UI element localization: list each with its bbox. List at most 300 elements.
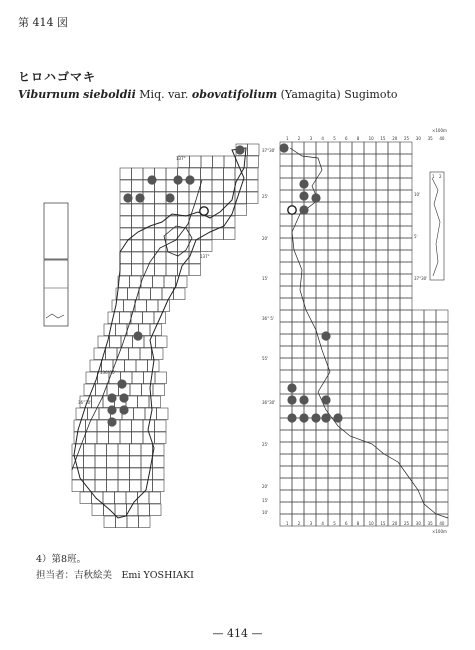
occurrence-dot-filled bbox=[333, 413, 342, 422]
left-grid-cell bbox=[212, 216, 224, 228]
right-grid-cell bbox=[316, 178, 328, 190]
left-grid-cell bbox=[189, 192, 201, 204]
left-grid-cell bbox=[120, 420, 132, 432]
right-grid-cell bbox=[388, 502, 400, 514]
occurrence-dot-filled bbox=[235, 145, 244, 154]
right-grid-cell bbox=[304, 370, 316, 382]
right-grid-cell bbox=[352, 382, 364, 394]
left-grid-cell bbox=[247, 192, 259, 204]
right-grid-cell bbox=[316, 274, 328, 286]
right-grid-cell bbox=[340, 190, 352, 202]
right-grid-cell bbox=[328, 226, 340, 238]
occurrence-dot-open bbox=[288, 206, 296, 214]
right-grid-cell bbox=[376, 454, 388, 466]
right-grid-cell bbox=[340, 346, 352, 358]
left-grid-cell bbox=[92, 492, 104, 504]
right-grid-cell bbox=[280, 334, 292, 346]
left-grid-cell bbox=[120, 228, 132, 240]
left-grid-cell bbox=[118, 468, 130, 480]
right-grid-cell bbox=[424, 406, 436, 418]
right-grid-cell bbox=[376, 430, 388, 442]
right-lat-label: 25' bbox=[262, 194, 269, 199]
right-grid-cell bbox=[304, 478, 316, 490]
left-grid-cell bbox=[143, 204, 155, 216]
left-grid-cell bbox=[201, 168, 213, 180]
right-grid-cell bbox=[352, 334, 364, 346]
right-grid-cell bbox=[364, 490, 376, 502]
right-grid-cell bbox=[352, 142, 364, 154]
right-grid-cell bbox=[364, 226, 376, 238]
right-grid-cell bbox=[388, 250, 400, 262]
left-grid-cell bbox=[143, 312, 155, 324]
left-grid-cell bbox=[166, 264, 178, 276]
right-grid-cell bbox=[352, 442, 364, 454]
right-grid-cell bbox=[400, 298, 412, 310]
right-grid-cell bbox=[364, 430, 376, 442]
right-grid-cell bbox=[436, 334, 448, 346]
left-grid-cell bbox=[132, 252, 144, 264]
left-grid-cell bbox=[120, 312, 132, 324]
bottom-scale-tick: 6 bbox=[345, 521, 348, 526]
right-grid-cell bbox=[328, 454, 340, 466]
right-grid-cell bbox=[280, 250, 292, 262]
right-grid-cell bbox=[316, 142, 328, 154]
right-grid-cell bbox=[292, 346, 304, 358]
left-grid-cell bbox=[127, 516, 139, 528]
left-grid-cell bbox=[143, 240, 155, 252]
inset-scale-tick: 2 bbox=[439, 174, 442, 179]
top-scale-tick: 3 bbox=[309, 136, 313, 141]
left-grid-cell bbox=[115, 492, 127, 504]
right-grid-cell bbox=[400, 250, 412, 262]
right-grid-cell bbox=[388, 262, 400, 274]
occurrence-dot-open bbox=[200, 207, 208, 215]
right-grid-cell bbox=[400, 286, 412, 298]
right-grid-cell bbox=[388, 406, 400, 418]
bottom-scale-tick: 4 bbox=[321, 521, 324, 526]
left-grid-cell bbox=[132, 228, 144, 240]
right-grid-cell bbox=[376, 466, 388, 478]
left-grid-cell bbox=[224, 180, 236, 192]
left-grid-cell bbox=[153, 276, 165, 288]
right-lat-label: 20' bbox=[262, 484, 269, 489]
left-grid-cell bbox=[189, 240, 201, 252]
left-grid-cell bbox=[149, 492, 161, 504]
right-grid-cell bbox=[388, 358, 400, 370]
left-grid-cell bbox=[130, 468, 142, 480]
right-grid-cell bbox=[292, 166, 304, 178]
left-grid-cell bbox=[131, 312, 143, 324]
right-grid-cell bbox=[328, 466, 340, 478]
right-grid-cell bbox=[280, 214, 292, 226]
right-grid-cell bbox=[304, 310, 316, 322]
right-grid-cell bbox=[436, 370, 448, 382]
left-grid-cell bbox=[224, 228, 236, 240]
right-grid-cell bbox=[388, 478, 400, 490]
occurrence-dot-filled bbox=[299, 395, 308, 404]
right-grid-cell bbox=[376, 250, 388, 262]
right-grid-cell bbox=[400, 430, 412, 442]
left-grid-cell bbox=[142, 384, 154, 396]
right-grid-cell bbox=[304, 286, 316, 298]
left-grid-cell bbox=[138, 492, 150, 504]
left-grid-cell bbox=[120, 216, 132, 228]
right-lat-label: 25' bbox=[262, 442, 269, 447]
right-grid-cell bbox=[340, 166, 352, 178]
left-grid-cell bbox=[212, 192, 224, 204]
left-grid-cell bbox=[178, 192, 190, 204]
occurrence-dot-filled bbox=[119, 405, 128, 414]
right-grid-cell bbox=[280, 442, 292, 454]
occurrence-dot-filled bbox=[185, 175, 194, 184]
left-lon-label: 136°30' bbox=[100, 370, 116, 375]
right-grid-cell bbox=[340, 226, 352, 238]
left-grid-cell bbox=[116, 324, 128, 336]
left-grid-cell bbox=[178, 216, 190, 228]
right-grid-cell bbox=[328, 238, 340, 250]
right-grid-cell bbox=[328, 430, 340, 442]
left-grid-cell bbox=[247, 168, 259, 180]
left-grid-cell bbox=[139, 516, 151, 528]
left-grid-cell bbox=[189, 204, 201, 216]
left-grid-cell bbox=[201, 192, 213, 204]
left-grid-cell bbox=[120, 264, 132, 276]
right-grid-cell bbox=[280, 358, 292, 370]
right-grid-cell bbox=[364, 502, 376, 514]
right-grid-cell bbox=[436, 382, 448, 394]
left-grid-cell bbox=[135, 300, 147, 312]
top-scale-tick: 25 bbox=[404, 136, 410, 141]
left-lon-label: 137° bbox=[176, 156, 186, 161]
right-grid-cell bbox=[400, 178, 412, 190]
right-grid-cell bbox=[304, 334, 316, 346]
right-grid-cell bbox=[364, 178, 376, 190]
right-grid-cell bbox=[340, 262, 352, 274]
right-grid-cell bbox=[280, 298, 292, 310]
left-grid-cell bbox=[88, 408, 100, 420]
left-grid-cell bbox=[235, 192, 247, 204]
right-grid-cell bbox=[292, 370, 304, 382]
left-grid-cell bbox=[139, 288, 151, 300]
right-grid-cell bbox=[328, 274, 340, 286]
left-grid-cell bbox=[95, 444, 107, 456]
left-grid-cell bbox=[72, 480, 84, 492]
right-grid-cell bbox=[304, 442, 316, 454]
left-grid-cell bbox=[155, 204, 167, 216]
left-lat-label: 36°30' bbox=[78, 400, 92, 405]
right-grid-cell bbox=[280, 490, 292, 502]
right-grid-cell bbox=[376, 502, 388, 514]
right-grid-cell bbox=[412, 442, 424, 454]
left-grid-cell bbox=[121, 336, 133, 348]
right-grid-cell bbox=[388, 334, 400, 346]
right-grid-cell bbox=[400, 490, 412, 502]
right-grid-cell bbox=[376, 154, 388, 166]
left-grid-cell bbox=[84, 444, 96, 456]
right-grid-cell bbox=[304, 454, 316, 466]
occurrence-dot-filled bbox=[299, 179, 308, 188]
right-grid-cell bbox=[400, 478, 412, 490]
left-grid-cell bbox=[132, 216, 144, 228]
right-grid-cell bbox=[388, 310, 400, 322]
occurrence-dot-filled bbox=[279, 143, 288, 152]
right-grid-cell bbox=[352, 322, 364, 334]
right-grid-cell bbox=[340, 358, 352, 370]
left-grid-cell bbox=[104, 516, 116, 528]
left-grid-cell bbox=[86, 432, 98, 444]
right-grid-cell bbox=[280, 274, 292, 286]
right-grid-cell bbox=[328, 262, 340, 274]
right-grid-cell bbox=[316, 238, 328, 250]
left-grid-cell bbox=[155, 420, 167, 432]
right-grid-cell bbox=[424, 358, 436, 370]
right-grid-cell bbox=[328, 178, 340, 190]
right-lat-label: 15' bbox=[262, 276, 269, 281]
right-grid-cell bbox=[388, 286, 400, 298]
right-grid-cell bbox=[400, 226, 412, 238]
left-grid-cell bbox=[141, 444, 153, 456]
right-grid-cell bbox=[316, 346, 328, 358]
inset-lat-label: 10' bbox=[414, 192, 421, 197]
left-grid-cell bbox=[118, 456, 130, 468]
right-grid-cell bbox=[328, 250, 340, 262]
right-grid-cell bbox=[352, 454, 364, 466]
right-grid-cell bbox=[364, 454, 376, 466]
right-grid-cell bbox=[340, 382, 352, 394]
right-grid-cell bbox=[340, 178, 352, 190]
right-grid-cell bbox=[412, 454, 424, 466]
left-grid-cell bbox=[153, 468, 165, 480]
right-grid-cell bbox=[304, 214, 316, 226]
right-grid-cell bbox=[376, 490, 388, 502]
right-lat-label: 10' bbox=[262, 510, 269, 515]
inset-scale-tick: 1 bbox=[432, 174, 435, 179]
right-grid-cell bbox=[316, 454, 328, 466]
occurrence-dot-filled bbox=[287, 383, 296, 392]
right-grid-cell bbox=[376, 310, 388, 322]
right-grid-cell bbox=[388, 214, 400, 226]
left-grid-cell bbox=[178, 240, 190, 252]
inset-lat-label: 37°30' bbox=[414, 276, 428, 281]
right-grid-cell bbox=[316, 202, 328, 214]
right-grid-cell bbox=[364, 442, 376, 454]
right-grid-cell bbox=[340, 310, 352, 322]
right-grid-cell bbox=[364, 334, 376, 346]
occurrence-dot-filled bbox=[107, 417, 116, 426]
right-grid-cell bbox=[340, 394, 352, 406]
right-grid-cell bbox=[436, 454, 448, 466]
left-grid-cell bbox=[150, 504, 162, 516]
top-scale-tick: 4 bbox=[321, 136, 324, 141]
occurrence-dot-filled bbox=[117, 379, 126, 388]
right-grid-cell bbox=[352, 238, 364, 250]
left-grid-cell bbox=[212, 228, 224, 240]
right-grid-cell bbox=[400, 274, 412, 286]
right-grid-cell bbox=[412, 322, 424, 334]
right-grid-cell bbox=[352, 502, 364, 514]
right-inset-profile bbox=[432, 178, 440, 276]
left-grid-cell bbox=[212, 180, 224, 192]
left-grid-cell bbox=[97, 432, 109, 444]
right-grid-cell bbox=[364, 298, 376, 310]
right-grid-cell bbox=[436, 442, 448, 454]
right-grid-cell bbox=[388, 346, 400, 358]
right-grid-cell bbox=[424, 490, 436, 502]
right-grid-cell bbox=[328, 298, 340, 310]
right-grid-cell bbox=[340, 370, 352, 382]
bottom-scale-tick: 30 bbox=[415, 521, 421, 526]
right-grid-cell bbox=[412, 346, 424, 358]
right-grid-cell bbox=[292, 358, 304, 370]
right-grid-cell bbox=[436, 430, 448, 442]
right-grid-cell bbox=[400, 406, 412, 418]
right-grid-cell bbox=[340, 238, 352, 250]
right-grid-cell bbox=[352, 406, 364, 418]
right-grid-cell bbox=[316, 298, 328, 310]
right-grid-cell bbox=[376, 334, 388, 346]
occurrence-dot-filled bbox=[133, 331, 142, 340]
left-grid-cell bbox=[97, 420, 109, 432]
left-grid-cell bbox=[130, 480, 142, 492]
right-grid-cell bbox=[352, 418, 364, 430]
right-grid-cell bbox=[280, 226, 292, 238]
occurrence-dot-filled bbox=[107, 393, 116, 402]
right-grid-cell bbox=[376, 382, 388, 394]
top-scale-tick: 2 bbox=[297, 136, 301, 141]
right-grid-cell bbox=[280, 430, 292, 442]
bottom-scale-tick: 1 bbox=[286, 521, 289, 526]
right-grid-cell bbox=[352, 490, 364, 502]
right-grid-cell bbox=[352, 394, 364, 406]
right-grid-cell bbox=[424, 346, 436, 358]
right-grid-cell bbox=[388, 226, 400, 238]
bottom-scale-tick: 25 bbox=[404, 521, 410, 526]
right-grid-cell bbox=[352, 286, 364, 298]
right-grid-cell bbox=[376, 214, 388, 226]
left-grid-cell bbox=[178, 204, 190, 216]
top-scale-tick: 8 bbox=[356, 136, 360, 141]
left-grid-cell bbox=[103, 492, 115, 504]
right-grid-cell bbox=[292, 298, 304, 310]
right-grid-cell bbox=[376, 286, 388, 298]
right-grid-cell bbox=[364, 394, 376, 406]
left-grid-cell bbox=[130, 444, 142, 456]
left-lon-label: 137° bbox=[200, 254, 210, 259]
right-grid-cell bbox=[340, 274, 352, 286]
right-grid-cell bbox=[280, 454, 292, 466]
right-grid-cell bbox=[400, 346, 412, 358]
occurrence-dot-filled bbox=[287, 413, 296, 422]
right-grid-cell bbox=[340, 334, 352, 346]
right-grid-cell bbox=[340, 298, 352, 310]
bottom-scale-tick: 2 bbox=[297, 521, 301, 526]
left-grid-cell bbox=[132, 168, 144, 180]
right-grid-cell bbox=[388, 142, 400, 154]
top-scale-tick: 40 bbox=[439, 136, 445, 141]
right-grid-cell bbox=[316, 442, 328, 454]
right-grid-cell bbox=[400, 166, 412, 178]
right-grid-cell bbox=[424, 310, 436, 322]
occurrence-dot-filled bbox=[147, 175, 156, 184]
right-grid-cell bbox=[280, 502, 292, 514]
right-grid-cell bbox=[376, 298, 388, 310]
right-grid-cell bbox=[376, 226, 388, 238]
right-grid-cell bbox=[400, 190, 412, 202]
left-grid-cell bbox=[153, 444, 165, 456]
right-grid-cell bbox=[340, 502, 352, 514]
right-occurrence-dots bbox=[279, 143, 342, 422]
right-grid-cell bbox=[364, 202, 376, 214]
right-grid-cell bbox=[364, 466, 376, 478]
right-grid-cell bbox=[328, 190, 340, 202]
left-grid-cell bbox=[95, 468, 107, 480]
left-grid-cell bbox=[224, 168, 236, 180]
right-grid-cell bbox=[424, 382, 436, 394]
right-grid-cell bbox=[364, 358, 376, 370]
left-grid-cell bbox=[132, 264, 144, 276]
right-grid-cell bbox=[376, 346, 388, 358]
right-grid-cell bbox=[424, 334, 436, 346]
right-grid-cell bbox=[340, 478, 352, 490]
right-grid-cell bbox=[436, 310, 448, 322]
right-grid-cell bbox=[412, 358, 424, 370]
occurrence-dot-filled bbox=[299, 413, 308, 422]
bottom-scale-tick: 20 bbox=[392, 521, 398, 526]
right-lat-label: 20' bbox=[262, 236, 269, 241]
right-grid-cell bbox=[292, 478, 304, 490]
right-grid-cell bbox=[328, 478, 340, 490]
right-grid-cell bbox=[412, 502, 424, 514]
right-grid-cell bbox=[376, 190, 388, 202]
left-grid-cell bbox=[84, 468, 96, 480]
right-grid-cell bbox=[304, 358, 316, 370]
right-grid-cell bbox=[364, 250, 376, 262]
right-grid-cell bbox=[328, 442, 340, 454]
left-grid-cell bbox=[138, 504, 150, 516]
right-grid-cell bbox=[364, 370, 376, 382]
right-grid-cell bbox=[280, 166, 292, 178]
right-grid-cell bbox=[364, 418, 376, 430]
left-grid-cell bbox=[92, 396, 104, 408]
japanese-name: ヒロハゴマキ bbox=[18, 70, 97, 84]
left-grid-cell bbox=[164, 276, 176, 288]
right-grid-cell bbox=[304, 142, 316, 154]
right-grid-cell bbox=[304, 154, 316, 166]
bottom-scale-tick: 35 bbox=[427, 521, 433, 526]
right-grid-cell bbox=[316, 370, 328, 382]
left-grid-cell bbox=[140, 348, 152, 360]
left-route-line bbox=[72, 180, 202, 470]
right-grid-cell bbox=[364, 142, 376, 154]
right-grid-cell bbox=[352, 166, 364, 178]
right-grid-cell bbox=[388, 394, 400, 406]
right-grid-cell bbox=[352, 274, 364, 286]
left-grid-cell bbox=[151, 288, 163, 300]
left-grid-cell bbox=[189, 216, 201, 228]
left-grid-cell bbox=[153, 456, 165, 468]
right-grid-cell bbox=[340, 202, 352, 214]
right-grid-cell bbox=[364, 166, 376, 178]
right-grid-cell bbox=[328, 382, 340, 394]
left-grid-cell bbox=[213, 156, 225, 168]
right-grid-cell bbox=[352, 370, 364, 382]
right-grid-cell bbox=[328, 142, 340, 154]
right-grid-cell bbox=[352, 310, 364, 322]
right-grid-cell bbox=[364, 322, 376, 334]
right-grid-cell bbox=[388, 178, 400, 190]
right-grid-cell bbox=[364, 478, 376, 490]
right-grid-cell bbox=[388, 190, 400, 202]
